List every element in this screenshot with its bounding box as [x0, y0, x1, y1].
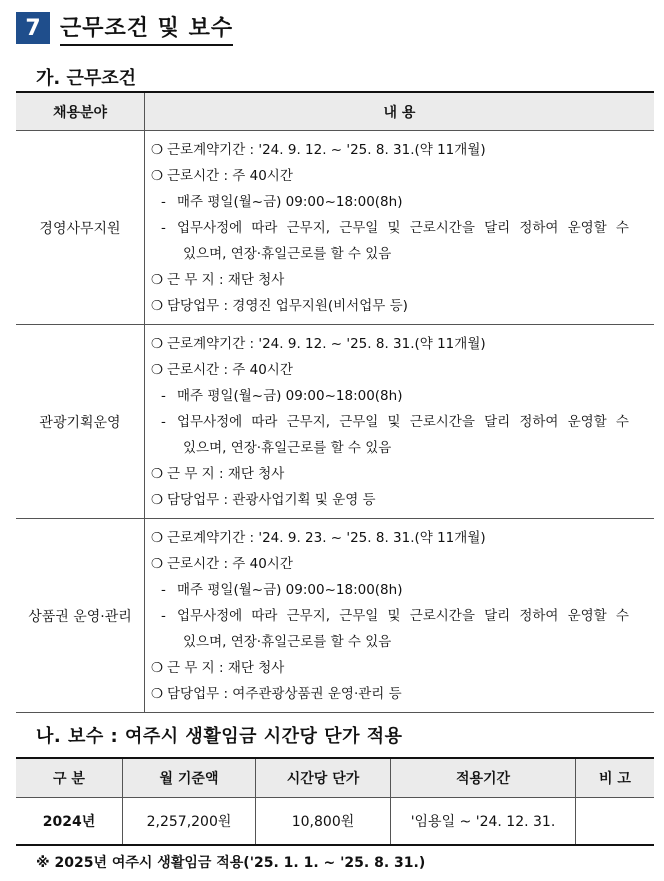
header-content: 내 용 — [145, 92, 655, 131]
detail-line — [151, 409, 648, 435]
pay-header-hourly: 시간당 단가 — [256, 758, 391, 798]
circle-bullet-icon: ❍ — [151, 685, 164, 702]
dash-marker: - — [161, 193, 166, 210]
circle-bullet-icon: ❍ — [151, 141, 164, 158]
section-number: 7 — [16, 12, 50, 44]
pay-period: '임용일 ~ '24. 12. 31. — [391, 798, 576, 846]
dash-marker: - — [161, 607, 166, 624]
conditions-header-row — [16, 92, 654, 131]
header-field: 채용분야 — [16, 92, 145, 131]
conditions-table — [16, 91, 654, 713]
detail-text: 있으며, 연장·휴일근로를 할 수 있음 — [183, 633, 392, 650]
pay-note: ※ 2025년 여주시 생활임금 적용('25. 1. 1. ~ '25. 8. 31.) — [36, 855, 426, 871]
circle-bullet-icon: ❍ — [151, 555, 164, 572]
detail-line — [151, 525, 648, 551]
detail-line — [151, 577, 648, 603]
detail-text: 근 무 지 : 재단 청사 — [167, 659, 285, 676]
detail-line — [151, 487, 648, 513]
detail-line — [151, 655, 648, 681]
section-header — [16, 10, 233, 46]
field-details — [145, 131, 655, 325]
detail-line — [151, 435, 648, 461]
detail-line — [151, 189, 648, 215]
field-name: 관광기획운영 — [16, 325, 145, 519]
detail-text: 있으며, 연장·휴일근로를 할 수 있음 — [183, 439, 392, 456]
pay-remarks — [576, 798, 655, 846]
pay-header-category: 구 분 — [16, 758, 123, 798]
pay-year: 2024년 — [16, 798, 123, 846]
detail-text: 근 무 지 : 재단 청사 — [167, 271, 285, 288]
detail-text: 매주 평일(월~금) 09:00~18:00(8h) — [177, 193, 403, 210]
detail-text: 근로시간 : 주 40시간 — [167, 361, 293, 378]
field-details — [145, 519, 655, 713]
detail-text: 매주 평일(월~금) 09:00~18:00(8h) — [177, 387, 403, 404]
detail-line — [151, 241, 648, 267]
detail-text: 담당업무 : 경영진 업무지원(비서업무 등) — [167, 297, 408, 314]
condition-row — [16, 325, 654, 519]
detail-text: 근 무 지 : 재단 청사 — [167, 465, 285, 482]
detail-text: 근로계약기간 : '24. 9. 12. ~ '25. 8. 31.(약 11개월) — [167, 141, 486, 158]
dash-marker: - — [161, 387, 166, 404]
detail-line — [151, 215, 648, 241]
detail-text: 있으며, 연장·휴일근로를 할 수 있음 — [183, 245, 392, 262]
pay-header-period: 적용기간 — [391, 758, 576, 798]
pay-monthly: 2,257,200원 — [123, 798, 256, 846]
circle-bullet-icon: ❍ — [151, 167, 164, 184]
detail-text: 담당업무 : 여주관광상품권 운영·관리 등 — [167, 685, 402, 702]
dash-marker: - — [161, 413, 166, 430]
circle-bullet-icon: ❍ — [151, 659, 164, 676]
circle-bullet-icon: ❍ — [151, 465, 164, 482]
detail-line — [151, 331, 648, 357]
detail-line — [151, 551, 648, 577]
detail-text: 근로계약기간 : '24. 9. 12. ~ '25. 8. 31.(약 11개월) — [167, 335, 486, 352]
pay-heading: 나. 보수 : 여주시 생활임금 시간당 단가 적용 — [36, 726, 403, 747]
detail-line — [151, 293, 648, 319]
detail-text: 근로시간 : 주 40시간 — [167, 167, 293, 184]
circle-bullet-icon: ❍ — [151, 271, 164, 288]
circle-bullet-icon: ❍ — [151, 529, 164, 546]
pay-header-remarks: 비 고 — [576, 758, 655, 798]
detail-line — [151, 603, 648, 629]
detail-line — [151, 383, 648, 409]
section-title: 근무조건 및 보수 — [60, 11, 233, 46]
detail-text: 업무사정에 따라 근무지, 근무일 및 근로시간을 달리 정하여 운영할 수 — [177, 219, 629, 236]
pay-header-monthly: 월 기준액 — [123, 758, 256, 798]
pay-table — [16, 757, 654, 846]
detail-text: 근로계약기간 : '24. 9. 23. ~ '25. 8. 31.(약 11개월) — [167, 529, 486, 546]
conditions-heading: 가. 근무조건 — [36, 68, 137, 89]
detail-text: 담당업무 : 관광사업기획 및 운영 등 — [167, 491, 376, 508]
condition-row — [16, 519, 654, 713]
detail-text: 근로시간 : 주 40시간 — [167, 555, 293, 572]
field-details — [145, 325, 655, 519]
detail-line — [151, 461, 648, 487]
detail-line — [151, 357, 648, 383]
detail-text: 업무사정에 따라 근무지, 근무일 및 근로시간을 달리 정하여 운영할 수 — [177, 607, 629, 624]
detail-line — [151, 137, 648, 163]
condition-row — [16, 131, 654, 325]
dash-marker: - — [161, 219, 166, 236]
detail-line — [151, 629, 648, 655]
detail-line — [151, 267, 648, 293]
pay-row — [16, 798, 654, 846]
dash-marker: - — [161, 581, 166, 598]
circle-bullet-icon: ❍ — [151, 335, 164, 352]
detail-line — [151, 163, 648, 189]
detail-text: 매주 평일(월~금) 09:00~18:00(8h) — [177, 581, 403, 598]
pay-header-row — [16, 758, 654, 798]
circle-bullet-icon: ❍ — [151, 491, 164, 508]
pay-hourly: 10,800원 — [256, 798, 391, 846]
detail-line — [151, 681, 648, 707]
field-name: 경영사무지원 — [16, 131, 145, 325]
circle-bullet-icon: ❍ — [151, 297, 164, 314]
field-name: 상품권 운영·관리 — [16, 519, 145, 713]
detail-text: 업무사정에 따라 근무지, 근무일 및 근로시간을 달리 정하여 운영할 수 — [177, 413, 629, 430]
circle-bullet-icon: ❍ — [151, 361, 164, 378]
